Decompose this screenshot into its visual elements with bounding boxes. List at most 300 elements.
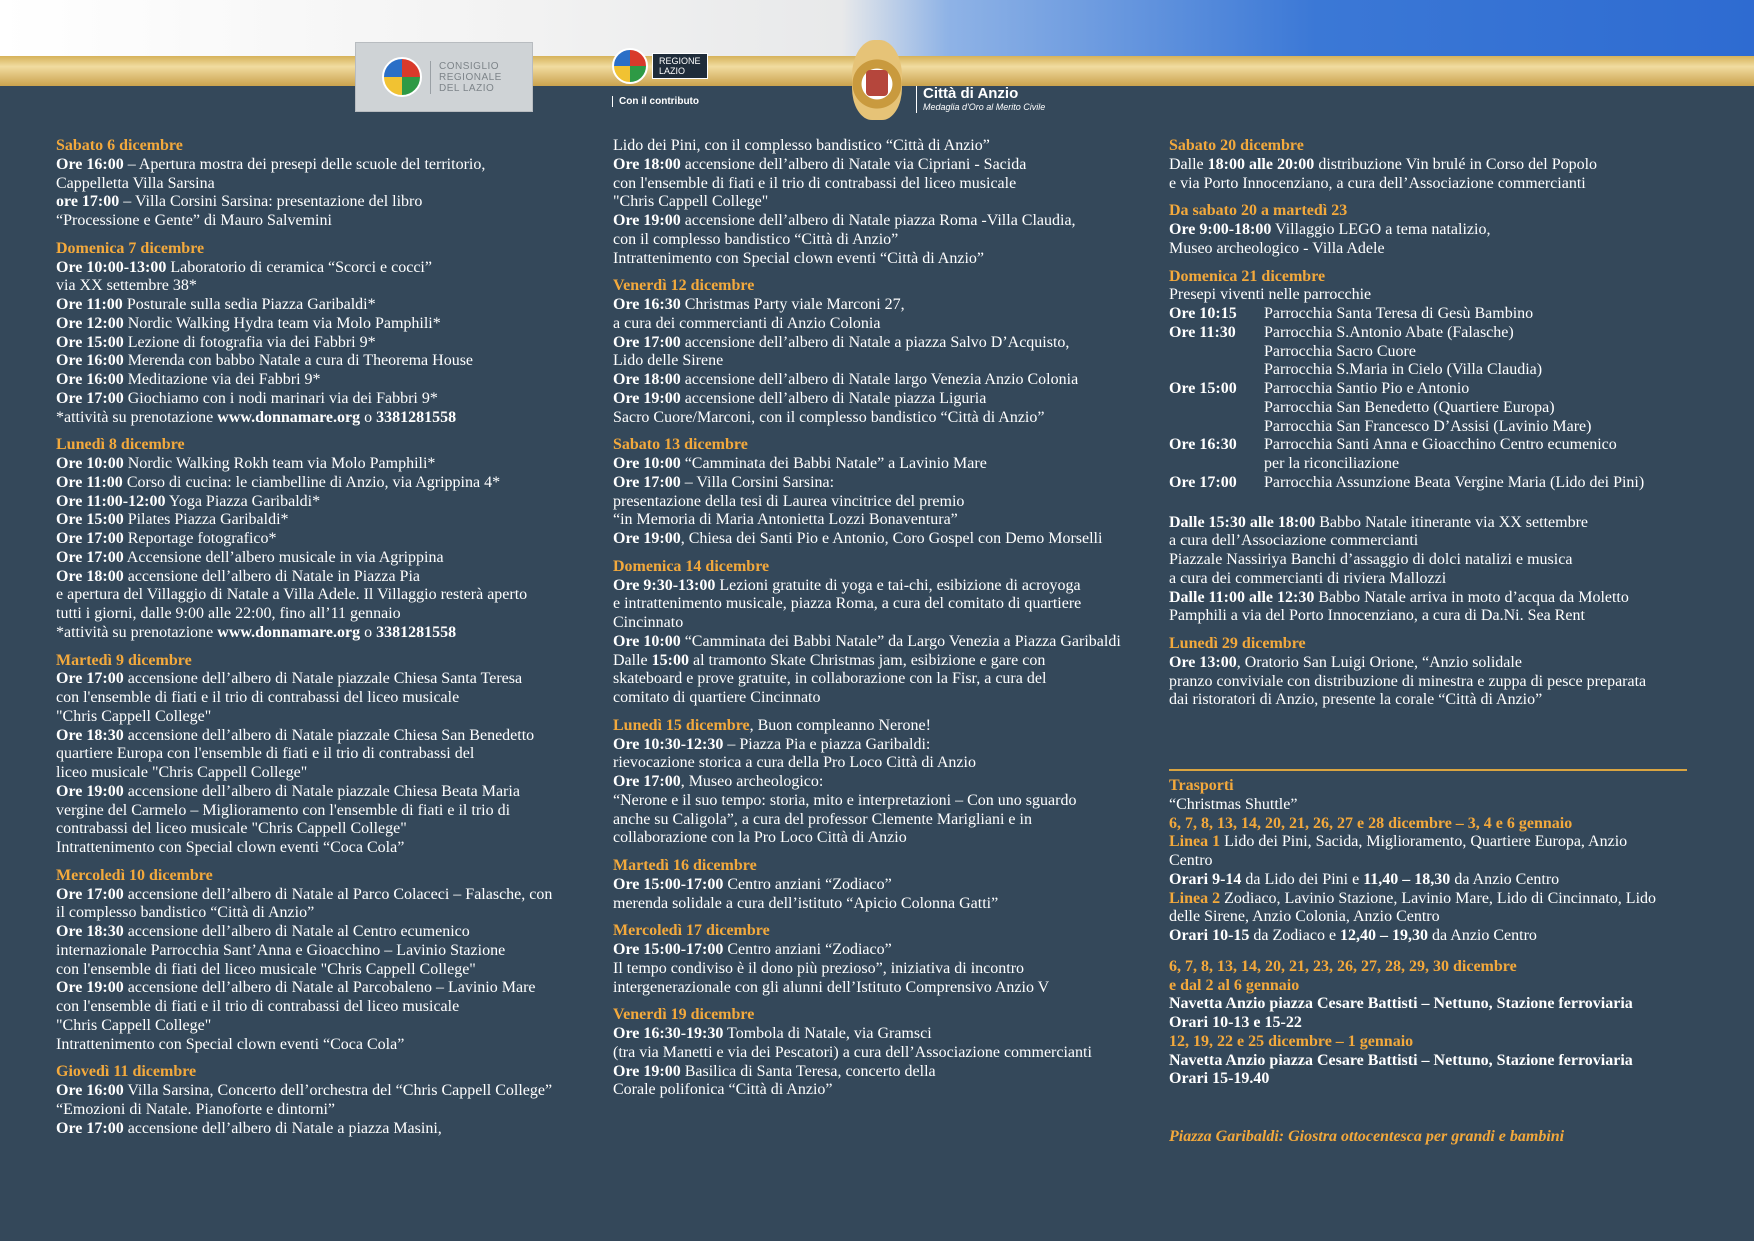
- event-line: [613, 876, 1133, 895]
- event-line: [1169, 221, 1699, 240]
- event-time: Ore 10:30-12:30: [613, 735, 724, 753]
- event-line: [56, 568, 576, 587]
- event-time: Ore 11:00-12:00: [56, 492, 166, 510]
- event-text: merenda solidale a cura dell’istituto “Apicio Colonna Gatti”: [613, 894, 999, 912]
- event-line: [1169, 514, 1699, 533]
- event-text: comitato di quartiere Cincinnato: [613, 689, 821, 706]
- event-line: [56, 727, 576, 746]
- event-text: Babbo Natale arriva in moto d’acqua da Moletto: [1314, 588, 1629, 606]
- event-block: [1169, 202, 1699, 258]
- day-heading: [1169, 635, 1699, 654]
- event-line: [613, 736, 1133, 755]
- day-heading: [613, 717, 1133, 736]
- program-column-3: [1169, 137, 1699, 1147]
- event-time: [1169, 343, 1264, 362]
- event-line: [56, 156, 576, 175]
- regione-line: REGIONE: [659, 56, 701, 66]
- event-line: [56, 998, 576, 1017]
- event-block: [56, 137, 576, 231]
- event-line: [56, 175, 576, 194]
- regione-lazio-emblem-icon: [612, 48, 648, 84]
- event-text: Tombola di Natale, via Gramsci: [723, 1025, 932, 1042]
- event-line: [1169, 691, 1699, 710]
- day-subtitle: , Buon compleanno Nerone!: [749, 716, 931, 734]
- event-text: Giochiamo con i nodi marinari via dei Fabbri 9*: [123, 389, 438, 407]
- event-block: [613, 1006, 1133, 1100]
- event-line: [613, 633, 1133, 652]
- event-time: Ore 15:00-17:00: [613, 941, 724, 958]
- event-text: Meditazione via dei Fabbri 9*: [123, 371, 321, 388]
- event-time: Ore 19:00: [613, 389, 681, 407]
- event-text: via XX settembre 38*: [56, 277, 197, 295]
- day-title: Lunedì 15 dicembre: [613, 716, 750, 734]
- event-line: [613, 614, 1133, 633]
- event-line: [613, 595, 1133, 614]
- orari-4: Orari 15-19.40: [1169, 1070, 1270, 1088]
- event-line: [613, 231, 1133, 250]
- day-heading: [613, 558, 1133, 577]
- presepe-row: [1169, 399, 1699, 418]
- event-time: Ore 10:00: [613, 632, 681, 650]
- event-text: Lido dei Pini, con il complesso bandistico “Città di Anzio”: [613, 137, 990, 154]
- day-title: Sabato 20 dicembre: [1169, 137, 1304, 154]
- event-text: con il complesso bandistico “Città di Anzio”: [613, 230, 899, 248]
- event-text: Parrocchia Sacro Cuore: [1264, 342, 1416, 360]
- transport-block: [1169, 777, 1699, 1089]
- event-time: Ore 16:00: [56, 371, 124, 388]
- event-text: per la riconciliazione: [1264, 455, 1400, 472]
- event-highlight: 3381281558: [376, 623, 457, 641]
- event-line: [1169, 654, 1699, 673]
- event-time: Ore 13:00: [1169, 653, 1237, 671]
- event-text: "Chris Cappell College": [56, 1016, 212, 1034]
- event-text: Cappelletta Villa Sarsina: [56, 174, 215, 192]
- day-heading: [613, 922, 1133, 941]
- event-text: Christmas Party viale Marconi 27,: [680, 296, 905, 313]
- event-line: [56, 371, 576, 390]
- linea-2: Linea 2 Zodiaco, Lavinio Stazione, Lavinio Mare, Lido di Cincinnato, Lido: [1169, 889, 1657, 907]
- event-text: vergine del Carmelo – Miglioramento con l'ensemble di fiati e il trio di: [56, 801, 511, 819]
- event-text: accensione dell’albero di Natale al Parcobaleno – Lavinio Mare: [123, 979, 536, 997]
- event-text: Sacro Cuore/Marconi, con il complesso bandistico “Città di Anzio”: [613, 408, 1045, 426]
- day-heading: [56, 652, 576, 671]
- event-text: pranzo conviviale con distribuzione di minestra e zuppa di pesce preparata: [1169, 672, 1647, 690]
- event-line: [56, 586, 576, 605]
- event-time: Ore 10:00: [56, 455, 124, 472]
- event-time: Ore 15:00: [56, 511, 124, 529]
- day-title: Martedì 16 dicembre: [613, 857, 757, 874]
- event-time: Ore 17:00: [1169, 473, 1237, 491]
- divider: [1169, 769, 1687, 771]
- day-title: Sabato 6 dicembre: [56, 137, 183, 154]
- event-line: [613, 250, 1133, 269]
- event-block: [613, 922, 1133, 997]
- day-heading: [56, 436, 576, 455]
- orari-2: Orari 10-15 da Zodiaco e 12,40 – 19,30 da Anzio Centro: [1169, 927, 1537, 944]
- event-line: [56, 296, 576, 315]
- event-line: [56, 670, 576, 689]
- event-text: e apertura del Villaggio di Natale a Villa Adele. Il Villaggio resterà aperto: [56, 586, 528, 604]
- event-time: Ore 15:00: [1169, 380, 1237, 397]
- transport-dates: 12, 19, 22 e 25 dicembre – 1 gennaio: [1169, 1032, 1414, 1050]
- event-line: [613, 193, 1133, 212]
- event-line: [613, 792, 1133, 811]
- event-line: [56, 530, 576, 549]
- event-text: Dalle: [1169, 155, 1208, 173]
- event-line: [56, 708, 576, 727]
- day-heading: [613, 1006, 1133, 1025]
- consiglio-regionale-logo: [355, 42, 533, 112]
- program-column-1: [56, 137, 576, 1147]
- event-line: [613, 1063, 1133, 1082]
- presepe-row: [1169, 361, 1699, 380]
- event-time: [1169, 418, 1264, 437]
- regione-line: LAZIO: [659, 66, 686, 76]
- event-line: [56, 961, 576, 980]
- event-time: Ore 17:00: [56, 530, 124, 547]
- event-text: Lido delle Sirene: [613, 352, 724, 370]
- event-time: Ore 15:00: [56, 333, 124, 351]
- event-text: Parrocchia Assunzione Beata Vergine Maria (Lido dei Pini): [1264, 473, 1645, 491]
- event-time: [1169, 399, 1264, 418]
- transport-heading: Trasporti: [1169, 777, 1234, 794]
- event-text: o: [360, 623, 377, 641]
- event-block: [613, 137, 1133, 268]
- event-text: anche su Caligola”, a cura del professor Clemente Marigliani e in: [613, 810, 1032, 828]
- presepe-row: [1169, 343, 1699, 362]
- event-line: [56, 886, 576, 905]
- event-text: internazionale Parrocchia Sant’Anna e Gioacchino – Lavinio Stazione: [56, 941, 506, 959]
- linea-2-cont: delle Sirene, Anzio Colonia, Anzio Centro: [1169, 908, 1440, 926]
- event-text: Pilates Piazza Garibaldi*: [123, 511, 289, 529]
- event-time: Ore 17:00: [56, 548, 124, 566]
- event-block: [56, 867, 576, 1055]
- event-line: Presepi viventi nelle parrocchie: [1169, 286, 1372, 304]
- citta-subtitle: Medaglia d'Oro al Merito Civile: [923, 102, 1046, 112]
- day-heading: [613, 277, 1133, 296]
- event-line: [613, 156, 1133, 175]
- event-time: Ore 16:30: [613, 296, 681, 313]
- event-line: [1169, 551, 1699, 570]
- day-heading: [1169, 202, 1699, 221]
- event-time: Dalle 15:30 alle 18:00: [1169, 513, 1316, 531]
- event-line: [56, 334, 576, 353]
- event-text: Intrattenimento con Special clown eventi “Città di Anzio”: [613, 249, 984, 267]
- event-line: [1169, 532, 1699, 551]
- event-highlight: 15:00: [651, 651, 689, 669]
- event-text: Centro anziani “Zodiaco”: [723, 941, 892, 958]
- event-line: [56, 277, 576, 296]
- event-time: Ore 11:00: [56, 296, 123, 313]
- event-text: – Villa Corsini Sarsina: presentazione del libro: [119, 193, 423, 211]
- event-text: "Chris Cappell College": [613, 193, 769, 211]
- event-line: [56, 745, 576, 764]
- event-line: [56, 624, 576, 643]
- event-line: [613, 652, 1133, 671]
- event-line: [56, 1017, 576, 1036]
- event-text: con l'ensemble di fiati e il trio di contrabassi del liceo musicale: [56, 998, 460, 1015]
- regione-lazio-logo: [612, 46, 740, 86]
- event-text: “Camminata dei Babbi Natale” a Lavinio Mare: [680, 455, 987, 472]
- event-time: Ore 19:00: [613, 530, 681, 547]
- event-line: [613, 829, 1133, 848]
- event-block: [1169, 514, 1699, 627]
- event-time: Ore 19:00: [613, 1062, 681, 1080]
- citta-name: Città di Anzio: [923, 85, 1019, 102]
- event-text: Parrocchia S.Antonio Abate (Falasche): [1264, 323, 1514, 341]
- event-highlight: 3381281558: [376, 408, 457, 426]
- presepe-row: [1169, 474, 1699, 493]
- event-text: Centro anziani “Zodiaco”: [723, 875, 892, 893]
- event-highlight: 18:00 alle 20:00: [1207, 155, 1315, 173]
- event-text: skateboard e prove gratuite, in collaborazione con la Fisr, a cura del: [613, 670, 1047, 688]
- day-title: Martedì 9 dicembre: [56, 651, 192, 669]
- event-time: [1169, 361, 1264, 380]
- consiglio-line: CONSIGLIO: [439, 60, 500, 72]
- event-text: Intrattenimento con Special clown eventi “Coca Cola”: [56, 1035, 405, 1053]
- event-block: [613, 558, 1133, 708]
- event-text: "Chris Cappell College": [56, 707, 212, 725]
- event-line: [613, 960, 1133, 979]
- event-line: [613, 390, 1133, 409]
- consiglio-line: REGIONALE: [439, 71, 502, 83]
- event-text: “Camminata dei Babbi Natale” da Largo Venezia a Piazza Garibaldi: [680, 632, 1121, 650]
- event-line: [613, 296, 1133, 315]
- event-text: Piazzale Nassiriya Banchi d’assaggio di dolci natalizi e musica: [1169, 551, 1573, 568]
- event-text: Parrocchia Santa Teresa di Gesù Bambino: [1264, 305, 1534, 322]
- event-line: [56, 689, 576, 708]
- event-time: Ore 19:00: [613, 212, 681, 229]
- event-text: accensione dell’albero di Natale piazzale Chiesa Beata Maria: [123, 782, 520, 800]
- event-text: accensione dell’albero di Natale a piazza Masini,: [123, 1119, 442, 1137]
- event-block: [1169, 268, 1699, 493]
- event-time: Ore 19:00: [56, 979, 124, 997]
- event-text: Pamphili a via del Porto Innocenziano, a cura di Da.Ni. Sea Rent: [1169, 607, 1585, 625]
- event-line: [613, 474, 1133, 493]
- event-text: Parrocchia San Benedetto (Quartiere Europa): [1264, 398, 1555, 416]
- event-text: Corso di cucina: le ciambelline di Anzio, via Agrippina 4*: [122, 473, 501, 491]
- event-line: [56, 455, 576, 474]
- event-text: “in Memoria di Maria Antonietta Lozzi Bonaventura”: [613, 511, 958, 529]
- event-line: [613, 352, 1133, 371]
- event-text: Lezioni gratuite di yoga e tai-chi, esibizione di acroyoga: [715, 576, 1081, 594]
- event-time: Ore 18:30: [56, 726, 124, 744]
- event-block: [613, 857, 1133, 913]
- event-text: Parrocchia Santio Pio e Antonio: [1264, 380, 1470, 397]
- event-text: accensione dell’albero di Natale largo Venezia Anzio Colonia: [680, 371, 1079, 388]
- event-text: con l'ensemble di fiati e il trio di contrabassi del liceo musicale: [56, 689, 460, 706]
- event-line: [56, 474, 576, 493]
- event-text: “Emozioni di Natale. Pianoforte e dintorni”: [56, 1100, 336, 1118]
- footer-note: Piazza Garibaldi: Giostra ottocentesca per grandi e bambini: [1169, 1128, 1565, 1145]
- event-line: [56, 605, 576, 624]
- event-text: Babbo Natale itinerante via XX settembre: [1315, 513, 1588, 531]
- event-text: “Nerone e il suo tempo: storia, mito e interpretazioni – Con uno sguardo: [613, 791, 1077, 809]
- day-heading: [613, 436, 1133, 455]
- event-line: [613, 371, 1133, 390]
- event-text: o: [360, 408, 377, 426]
- event-text: Laboratorio di ceramica “Scorci e cocci”: [166, 258, 432, 276]
- event-text: Nordic Walking Hydra team via Molo Pamphili*: [123, 314, 441, 332]
- event-time: Ore 12:00: [56, 314, 124, 332]
- event-line: [56, 511, 576, 530]
- day-title: Mercoledì 10 dicembre: [56, 866, 213, 884]
- event-time: Ore 18:00: [56, 567, 124, 585]
- day-title: Mercoledì 17 dicembre: [613, 922, 770, 940]
- event-text: liceo musicale "Chris Cappell College": [56, 764, 308, 781]
- event-text: Il tempo condiviso è il dono più prezioso”, iniziativa di incontro: [613, 959, 1025, 977]
- presepe-row: [1169, 324, 1699, 343]
- event-text: collaborazione con la Pro Loco Città di Anzio: [613, 829, 907, 847]
- event-time: Dalle 11:00 alle 12:30: [1169, 588, 1315, 606]
- transport-dates: e dal 2 al 6 gennaio: [1169, 976, 1300, 994]
- day-heading: [1169, 137, 1699, 156]
- presepe-row: [1169, 418, 1699, 437]
- event-text: accensione dell’albero di Natale piazza Roma -Villa Claudia,: [680, 212, 1076, 229]
- event-time: Ore 18:00: [613, 155, 681, 173]
- event-time: Ore 19:00: [56, 782, 124, 800]
- event-text: accensione dell’albero di Natale al Parco Colaceci – Falasche, con: [123, 885, 553, 903]
- event-text: con l'ensemble di fiati del liceo musicale "Chris Cappell College": [56, 960, 476, 978]
- event-time: Ore 17:00: [613, 333, 681, 351]
- regione-text: [652, 53, 708, 79]
- day-title: Domenica 7 dicembre: [56, 239, 205, 257]
- event-line: [56, 493, 576, 512]
- event-line: [613, 493, 1133, 512]
- event-line: [1169, 570, 1699, 589]
- event-line: [56, 390, 576, 409]
- event-text: Nordic Walking Rokh team via Molo Pamphili*: [123, 455, 436, 472]
- event-line: [1169, 589, 1699, 608]
- event-line: [1169, 175, 1699, 194]
- event-line: [613, 689, 1133, 708]
- event-line: [613, 511, 1133, 530]
- event-text: Corale polifonica “Città di Anzio”: [613, 1081, 833, 1099]
- event-line: [613, 895, 1133, 914]
- event-text: Museo archeologico - Villa Adele: [1169, 239, 1385, 257]
- event-text: accensione dell’albero di Natale via Cipriani - Sacida: [680, 155, 1027, 173]
- event-line: [613, 530, 1133, 549]
- event-line: [56, 1120, 576, 1139]
- event-time: Ore 16:30-19:30: [613, 1025, 724, 1042]
- event-block: [613, 436, 1133, 549]
- event-text: accensione dell’albero di Natale al Centro ecumenico: [123, 923, 470, 940]
- event-time: Ore 11:00: [56, 473, 123, 491]
- event-line: [613, 409, 1133, 428]
- event-time: Ore 17:00: [613, 473, 681, 491]
- event-line: [56, 979, 576, 998]
- event-text: Parrocchia Santi Anna e Gioacchino Centro ecumenico: [1264, 436, 1617, 454]
- event-line: [56, 802, 576, 821]
- day-title: Lunedì 8 dicembre: [56, 436, 185, 454]
- event-time: Ore 16:00: [56, 155, 124, 173]
- event-text: rievocazione storica a cura della Pro Loco Città di Anzio: [613, 754, 976, 772]
- event-time: Ore 10:00: [613, 455, 681, 472]
- linea-1-cont: Centro: [1169, 852, 1213, 869]
- event-line: [613, 455, 1133, 474]
- event-text: Villaggio LEGO a tema natalizio,: [1271, 221, 1491, 238]
- event-text: Parrocchia S.Maria in Cielo (Villa Claudia): [1264, 361, 1543, 379]
- event-block: [613, 277, 1133, 427]
- event-time: Ore 16:00: [56, 352, 124, 370]
- event-text: accensione dell’albero di Natale piazzale Chiesa San Benedetto: [123, 726, 535, 744]
- event-time: Ore 9:00-18:00: [1169, 221, 1272, 238]
- event-line: [56, 820, 576, 839]
- event-text: e via Porto Innocenziano, a cura dell’Associazione commercianti: [1169, 174, 1586, 192]
- orari-3: Orari 10-13 e 15-22: [1169, 1014, 1302, 1031]
- event-line: [56, 1082, 576, 1101]
- event-text: presentazione della tesi di Laurea vincitrice del premio: [613, 492, 965, 510]
- event-line: [56, 409, 576, 428]
- day-title: Lunedì 29 dicembre: [1169, 635, 1306, 652]
- event-block: [56, 1063, 576, 1138]
- event-time: Ore 10:00-13:00: [56, 258, 167, 276]
- event-highlight: www.donnamare.org: [217, 623, 361, 641]
- event-line: [56, 212, 576, 231]
- event-text: accensione dell’albero di Natale piazzale Chiesa Santa Teresa: [123, 670, 523, 688]
- event-time: Ore 15:00-17:00: [613, 875, 724, 893]
- event-line: [613, 773, 1133, 792]
- transport-dates: 6, 7, 8, 13, 14, 20, 21, 23, 26, 27, 28, 29, 30 dicembre: [1169, 957, 1517, 975]
- contributo-label: Con il contributo: [612, 96, 699, 107]
- event-line: [613, 315, 1133, 334]
- event-line: [613, 334, 1133, 353]
- event-text: Parrocchia San Francesco D’Assisi (Lavinio Mare): [1264, 417, 1592, 435]
- event-line: [613, 979, 1133, 998]
- event-line: [613, 1081, 1133, 1100]
- event-text: accensione dell’albero di Natale in Piazza Pia: [123, 567, 420, 585]
- day-heading: Domenica 21 dicembre: [1169, 267, 1326, 285]
- event-time: Ore 18:00: [613, 371, 681, 388]
- day-heading: [56, 240, 576, 259]
- consiglio-line: DEL LAZIO: [439, 82, 495, 94]
- event-time: Ore 17:00: [56, 1119, 124, 1137]
- event-line: [613, 670, 1133, 689]
- event-line: [613, 1025, 1133, 1044]
- event-line: [56, 259, 576, 278]
- event-line: [56, 193, 576, 212]
- event-time: Ore 17:00: [56, 885, 124, 903]
- event-line: [613, 137, 1133, 156]
- event-line: [613, 212, 1133, 231]
- event-text: a cura dei commercianti di riviera Mallozzi: [1169, 569, 1447, 587]
- event-text: , Museo archeologico:: [680, 773, 824, 790]
- event-line: [56, 783, 576, 802]
- event-line: [56, 1101, 576, 1120]
- transport-dates: 6, 7, 8, 13, 14, 20, 21, 26, 27 e 28 dicembre – 3, 4 e 6 gennaio: [1169, 814, 1573, 832]
- presepe-row: [1169, 436, 1699, 455]
- presepe-row: [1169, 305, 1699, 324]
- event-line: [613, 577, 1133, 596]
- day-heading: [56, 137, 576, 156]
- event-text: – Villa Corsini Sarsina:: [680, 473, 835, 491]
- event-text: e intrattenimento musicale, piazza Roma, a cura del comitato di quartiere: [613, 595, 1082, 613]
- event-line: [613, 175, 1133, 194]
- event-text: – Apertura mostra dei presepi delle scuole del territorio,: [123, 155, 486, 173]
- event-line: [1169, 673, 1699, 692]
- event-text: con l'ensemble di fiati e il trio di contrabassi del liceo musicale: [613, 174, 1017, 192]
- event-block: [56, 652, 576, 858]
- event-text: il complesso bandistico “Città di Anzio”: [56, 904, 315, 922]
- regione-lazio-emblem-icon: [382, 57, 422, 97]
- event-line: [56, 315, 576, 334]
- shuttle-name: “Christmas Shuttle”: [1169, 795, 1298, 813]
- event-text: intergenerazionale con gli alunni dell’Istituto Comprensivo Anzio V: [613, 978, 1050, 996]
- event-block: [613, 717, 1133, 848]
- event-text: accensione dell’albero di Natale a piazza Salvo D’Acquisto,: [680, 333, 1070, 351]
- event-line: [613, 754, 1133, 773]
- event-text: Lezione di fotografia via dei Fabbri 9*: [123, 333, 376, 351]
